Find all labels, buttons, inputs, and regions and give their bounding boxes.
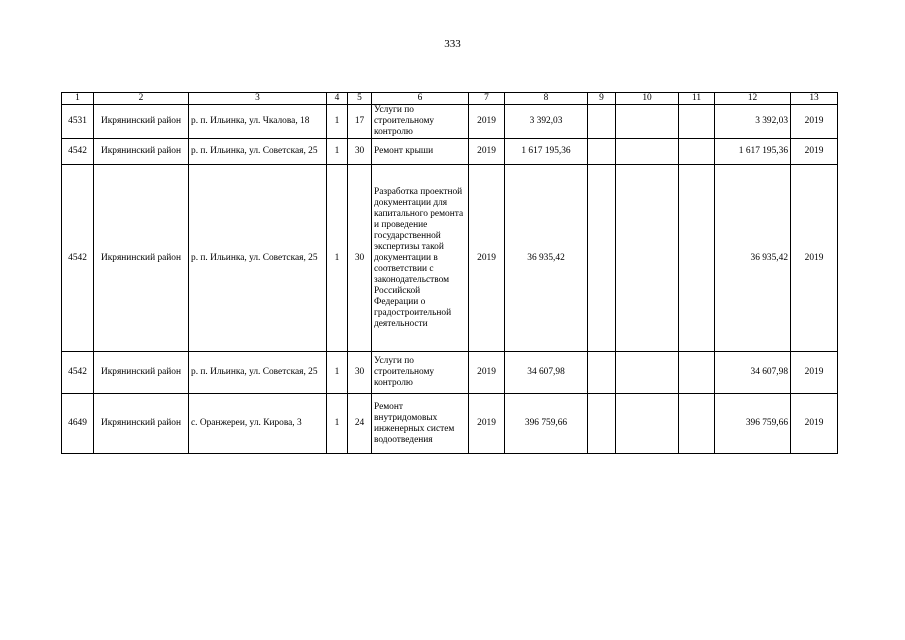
district-cell: Икрянинский район [94,352,189,394]
year13-cell: 2019 [791,139,838,165]
year-cell: 2019 [469,139,505,165]
column-header: 10 [616,93,679,105]
col10-cell [616,352,679,394]
work-type-cell: Услуги по строительному контролю [372,352,469,394]
amount-cell: 36 935,42 [505,165,588,352]
amount-cell: 396 759,66 [505,394,588,454]
work-type-cell: Разработка проектной документации для капитального ремонта и проведение государственной экспертизы такой документации в соответствии с законодательством Российской Федерации о градостроительной деятельности [372,165,469,352]
column-header: 3 [189,93,327,105]
district-cell: Икрянинский район [94,394,189,454]
year13-cell: 2019 [791,165,838,352]
col4-cell: 1 [327,105,348,139]
col5-cell: 30 [348,165,372,352]
col9-cell [588,165,616,352]
year13-cell: 2019 [791,394,838,454]
amount12-cell: 396 759,66 [715,394,791,454]
column-header: 9 [588,93,616,105]
col11-cell [679,165,715,352]
col9-cell [588,394,616,454]
header-row [62,93,838,105]
row-number-cell: 4531 [62,105,94,139]
repair-register-table [61,92,838,454]
column-header: 4 [327,93,348,105]
column-header: 13 [791,93,838,105]
row-number-cell: 4542 [62,139,94,165]
year13-cell: 2019 [791,105,838,139]
district-cell: Икрянинский район [94,165,189,352]
col11-cell [679,352,715,394]
col9-cell [588,139,616,165]
col11-cell [679,139,715,165]
page-number: 333 [444,38,461,50]
address-cell: р. п. Ильинка, ул. Советская, 25 [189,352,327,394]
col4-cell: 1 [327,352,348,394]
amount12-cell: 34 607,98 [715,352,791,394]
col4-cell: 1 [327,165,348,352]
col5-cell: 30 [348,139,372,165]
district-cell: Икрянинский район [94,139,189,165]
table-row [62,394,838,454]
work-type-cell: Услуги по строительному контролю [372,105,469,139]
amount-cell: 1 617 195,36 [505,139,588,165]
year13-cell: 2019 [791,352,838,394]
column-header: 5 [348,93,372,105]
work-type-cell: Ремонт крыши [372,139,469,165]
row-number-cell: 4542 [62,352,94,394]
address-cell: р. п. Ильинка, ул. Советская, 25 [189,139,327,165]
year-cell: 2019 [469,394,505,454]
column-header: 1 [62,93,94,105]
amount-cell: 3 392,03 [505,105,588,139]
amount12-cell: 3 392,03 [715,105,791,139]
col10-cell [616,165,679,352]
col5-cell: 30 [348,352,372,394]
table-row [62,105,838,139]
col5-cell: 24 [348,394,372,454]
work-type-cell: Ремонт внутридомовых инженерных систем водоотведения [372,394,469,454]
col4-cell: 1 [327,139,348,165]
row-number-cell: 4542 [62,165,94,352]
amount-cell: 34 607,98 [505,352,588,394]
col10-cell [616,394,679,454]
col11-cell [679,105,715,139]
amount12-cell: 1 617 195,36 [715,139,791,165]
amount12-cell: 36 935,42 [715,165,791,352]
year-cell: 2019 [469,165,505,352]
col10-cell [616,139,679,165]
col11-cell [679,394,715,454]
col5-cell: 17 [348,105,372,139]
table-row [62,165,838,352]
table-row [62,139,838,165]
column-header: 8 [505,93,588,105]
col9-cell [588,352,616,394]
column-header: 7 [469,93,505,105]
address-cell: р. п. Ильинка, ул. Советская, 25 [189,165,327,352]
year-cell: 2019 [469,105,505,139]
year-cell: 2019 [469,352,505,394]
address-cell: р. п. Ильинка, ул. Чкалова, 18 [189,105,327,139]
address-cell: с. Оранжереи, ул. Кирова, 3 [189,394,327,454]
column-header: 2 [94,93,189,105]
district-cell: Икрянинский район [94,105,189,139]
col10-cell [616,105,679,139]
col4-cell: 1 [327,394,348,454]
column-header: 11 [679,93,715,105]
column-header: 12 [715,93,791,105]
col9-cell [588,105,616,139]
table-row [62,352,838,394]
column-header: 6 [372,93,469,105]
row-number-cell: 4649 [62,394,94,454]
